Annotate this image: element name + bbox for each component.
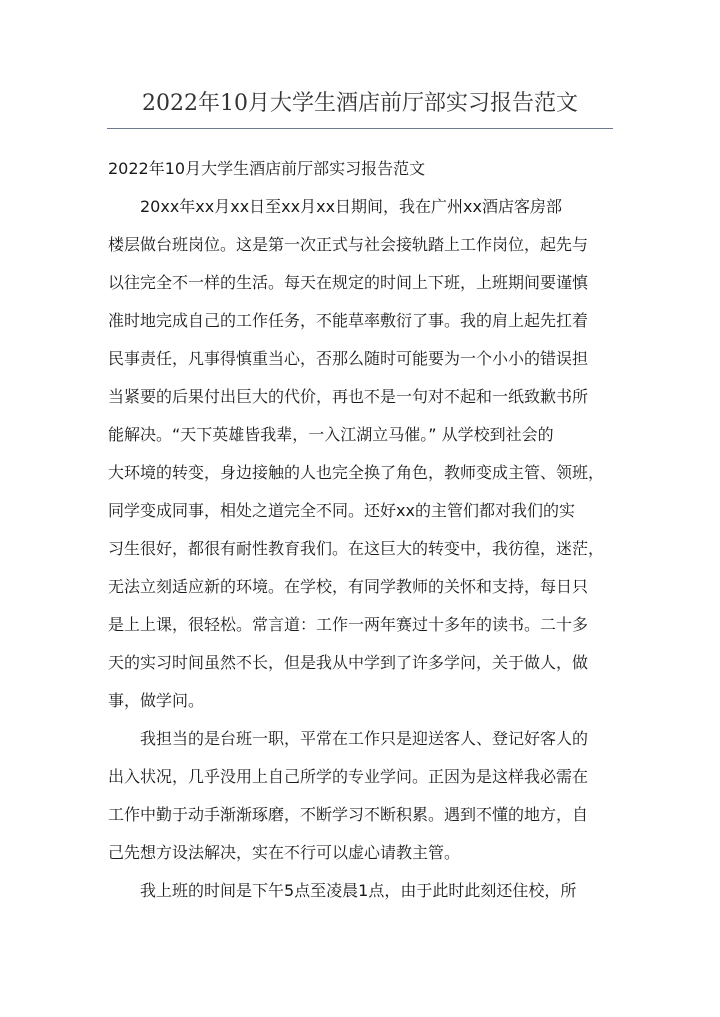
document-subtitle: 2022年10月大学生酒店前厅部实习报告范文 bbox=[108, 159, 426, 178]
paragraph-line: 己先想方设法解决，实在不行可以虚心请教主管。 bbox=[108, 843, 461, 862]
paragraph-3 bbox=[108, 872, 614, 910]
paragraph-line: 是上上课，很轻松。常言道：工作一两年赛过十多年的读书。二十多 bbox=[108, 615, 589, 634]
paragraph-line: 无法立刻适应新的环境。在学校，有同学教师的关怀和支持，每日只 bbox=[108, 577, 589, 596]
paragraph-2 bbox=[108, 720, 614, 872]
document-title: 2022年10月大学生酒店前厅部实习报告范文 bbox=[142, 91, 578, 116]
paragraph-line: 我担当的是台班一职，平常在工作只是迎送客人、登记好客人的 bbox=[140, 729, 589, 748]
paragraph-line: 同学变成同事，相处之道完全不同。还好xx的主管们都对我们的实 bbox=[108, 501, 575, 520]
paragraph-line: 习生很好，都很有耐性教育我们。在这巨大的转变中，我彷徨，迷茫， bbox=[108, 539, 605, 558]
paragraph-line: 20xx年xx月xx日至xx月xx日期间，我在广州xx酒店客房部 bbox=[140, 197, 562, 216]
paragraph-line: 当紧要的后果付出巨大的代价，再也不是一句对不起和一纸致歉书所 bbox=[108, 387, 589, 406]
paragraph-1 bbox=[108, 188, 614, 720]
paragraph-line: 准时地完成自己的工作任务，不能草率敷衍了事。我的肩上起先扛着 bbox=[108, 311, 589, 330]
paragraph-line: 楼层做台班岗位。这是第一次正式与社会接轨踏上工作岗位，起先与 bbox=[108, 235, 589, 254]
paragraph-line: 我上班的时间是下午5点至凌晨1点，由于此时此刻还住校，所 bbox=[140, 881, 577, 900]
paragraph-line: 出入状况，几乎没用上自己所学的专业学问。正因为是这样我必需在 bbox=[108, 767, 589, 786]
paragraph-line: 天的实习时间虽然不长，但是我从中学到了许多学问，关于做人，做 bbox=[108, 653, 589, 672]
paragraph-line: 民事责任，凡事得慎重当心，否那么随时可能要为一个小小的错误担 bbox=[108, 349, 589, 368]
paragraph-line: 以往完全不一样的生活。每天在规定的时间上下班，上班期间要谨慎 bbox=[108, 273, 589, 292]
paragraph-line: 能解决。“天下英雄皆我辈，一入江湖立马催。” 从学校到社会的 bbox=[108, 425, 554, 444]
title-divider bbox=[107, 128, 613, 129]
paragraph-line: 工作中勤于动手渐渐琢磨，不断学习不断积累。遇到不懂的地方，自 bbox=[108, 805, 589, 824]
paragraph-line: 事，做学问。 bbox=[108, 691, 205, 710]
document-body bbox=[108, 150, 614, 910]
paragraph-line: 大环境的转变，身边接触的人也完全换了角色，教师变成主管、领班， bbox=[108, 463, 605, 482]
